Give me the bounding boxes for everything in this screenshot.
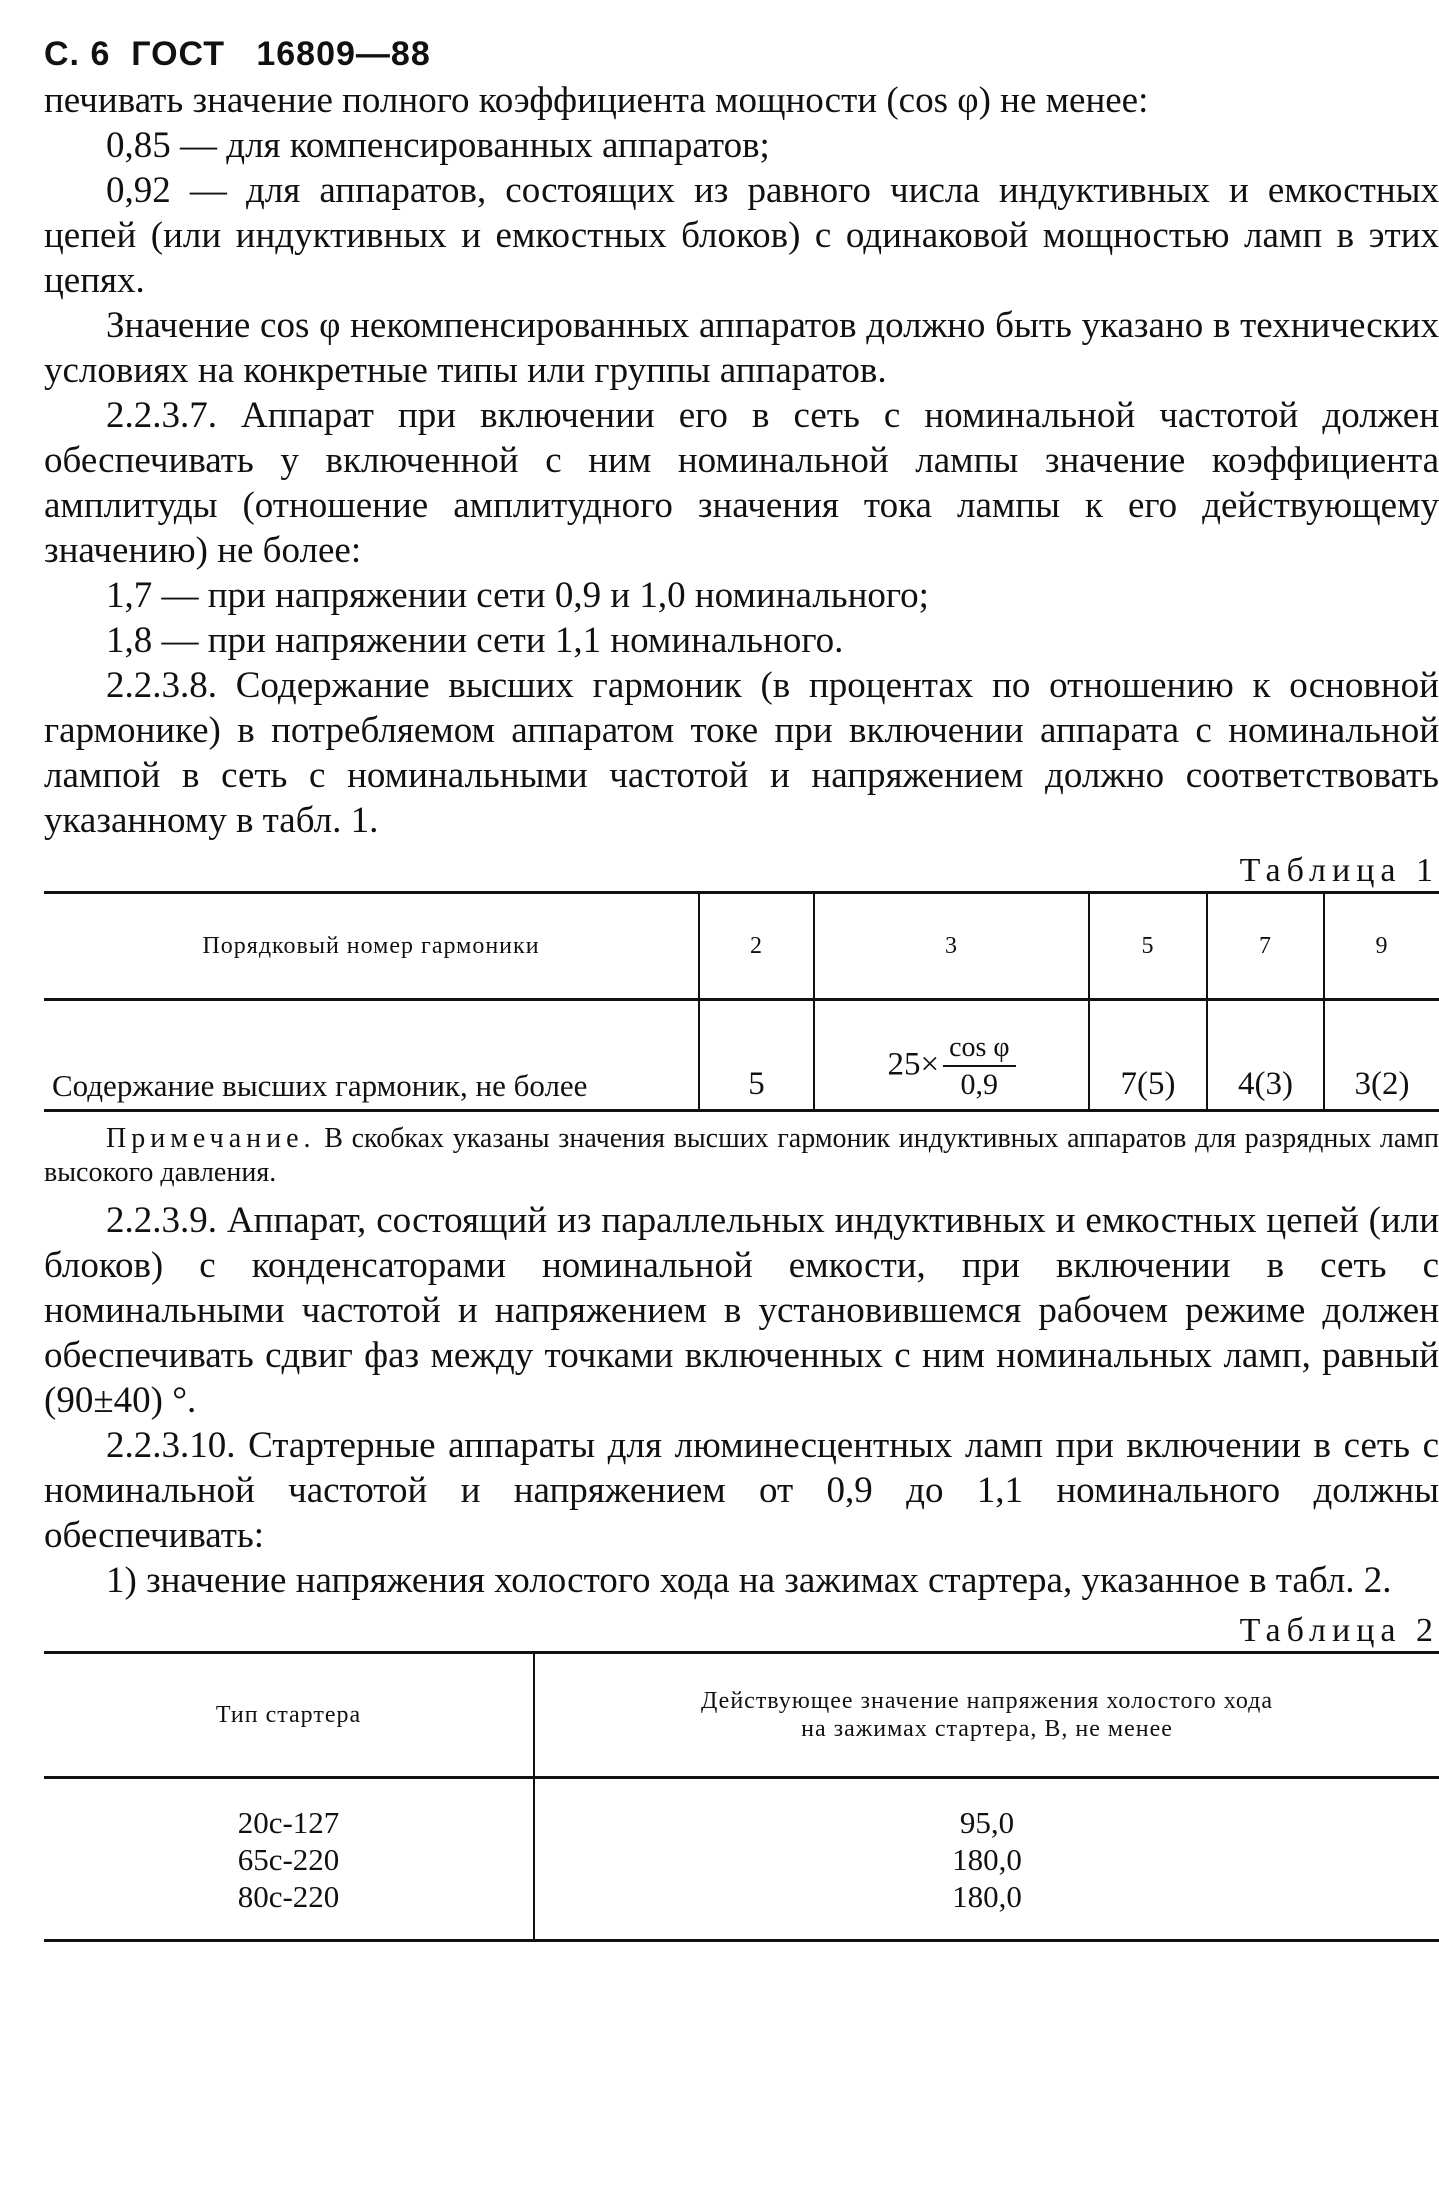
document-page [44, 30, 1439, 1942]
starter-type: 65с-220 [237, 1841, 340, 1877]
table1-harmonic-2: 2 [699, 893, 814, 1000]
paragraph-092: 0,92 — для аппаратов, состоящих из равного числа индуктивных и емкостных цепей (или индуктивных и емкостных блоков) с одинаковой мощностью ламп в этих цепях. [44, 170, 1439, 301]
table2-values-cell [534, 1778, 1439, 1941]
voltage-value: 95,0 [959, 1804, 1015, 1840]
paragraph-1-8: 1,8 — при напряжении сети 1,1 номинального. [106, 620, 844, 661]
gost-number: 16809—88 [256, 35, 431, 73]
fraction-numerator: cos φ [943, 1031, 1015, 1067]
starter-type: 80с-220 [237, 1878, 340, 1914]
page-header [44, 30, 1439, 78]
table1-harmonic-7: 7 [1207, 893, 1324, 1000]
table1-harmonic-3: 3 [814, 893, 1089, 1000]
starter-type: 20с-127 [237, 1804, 340, 1840]
value-3-coefficient: 25× [887, 1046, 940, 1083]
table2-header-voltage-line2: на зажимах стартера, В, не менее [801, 1716, 1173, 1742]
value-3-fraction [943, 1031, 1015, 1103]
table1-value-5: 7(5) [1089, 1000, 1207, 1111]
table1-value-2: 5 [699, 1000, 814, 1111]
table2-caption: Таблица 2 [1239, 1612, 1439, 1649]
paragraph-continuation: печивать значение полного коэффициента мощности (cos φ) не менее: [44, 80, 1149, 121]
paragraph-2-2-3-10: 2.2.3.10. Стартерные аппараты для люминесцентных ламп при включении в сеть с номинальной частотой и напряжением от 0,9 до 1,1 номинального должны обеспечивать: [44, 1425, 1439, 1556]
table1-row-label: Содержание высших гармоник, не более [52, 1068, 588, 1103]
table2-header-voltage-line1: Действующее значение напряжения холостого хода [701, 1688, 1273, 1714]
note-text: В скобках указаны значения высших гармоник индуктивных аппаратов для разрядных ламп высокого давления. [44, 1123, 1439, 1188]
table1-harmonic-5: 5 [1089, 893, 1207, 1000]
table2-header-voltage [534, 1653, 1439, 1778]
paragraph-1-7: 1,7 — при напряжении сети 0,9 и 1,0 номинального; [106, 575, 929, 616]
table1-data-row [44, 1000, 1439, 1111]
paragraph-cos-phi: Значение cos φ некомпенсированных аппаратов должно быть указано в технических условиях на конкретные типы или группы аппаратов. [44, 305, 1439, 391]
voltage-value: 180,0 [952, 1878, 1022, 1914]
table1-value-9: 3(2) [1324, 1000, 1439, 1111]
table1-harmonic-9: 9 [1324, 893, 1439, 1000]
table2-header-row [44, 1653, 1439, 1778]
gost-label: ГОСТ [131, 35, 226, 73]
table1-caption: Таблица 1 [1239, 852, 1439, 889]
page-number: С. 6 [44, 35, 111, 73]
table-2 [44, 1651, 1439, 1942]
note-label: Примечание. [106, 1123, 316, 1154]
table-1 [44, 891, 1439, 1112]
paragraph-2-2-3-8: 2.2.3.8. Содержание высших гармоник (в процентах по отношению к основной гармонике) в потребляемом аппаратом токе при включении аппарата с номинальной лампой в сеть с номинальными частотой и напряжением должно соответствовать указанному в табл. 1. [44, 665, 1439, 841]
table1-value-7: 4(3) [1207, 1000, 1324, 1111]
paragraph-2-2-3-7: 2.2.3.7. Аппарат при включении его в сеть с номинальной частотой должен обеспечивать у включенной с ним номинальной лампы значение коэффициента амплитуды (отношение амплитудного значения тока лампы к его действующему значению) не более: [44, 395, 1439, 571]
table1-header-row [44, 893, 1439, 1000]
table1-note [44, 1122, 1439, 1190]
fraction-denominator: 0,9 [960, 1068, 999, 1101]
table1-header-label: Порядковый номер гармоники [44, 893, 699, 1000]
paragraph-item-1: 1) значение напряжения холостого хода на зажимах стартера, указанное в табл. 2. [106, 1560, 1392, 1601]
table2-types-cell [44, 1778, 534, 1941]
paragraph-085: 0,85 — для компенсированных аппаратов; [106, 125, 770, 166]
voltage-value: 180,0 [952, 1841, 1022, 1877]
table2-header-type: Тип стартера [44, 1653, 534, 1778]
table1-value-3 [814, 1000, 1089, 1111]
paragraph-2-2-3-9: 2.2.3.9. Аппарат, состоящий из параллельных индуктивных и емкостных цепей (или блоков) с конденсаторами номинальной емкости, при включении в сеть с номинальными частотой и напряжением в установившемся рабочем режиме должен обеспечивать сдвиг фаз между точками включенных с ним номинальных ламп, равный (90±40) °. [44, 1200, 1439, 1421]
table2-data-row [44, 1778, 1439, 1941]
